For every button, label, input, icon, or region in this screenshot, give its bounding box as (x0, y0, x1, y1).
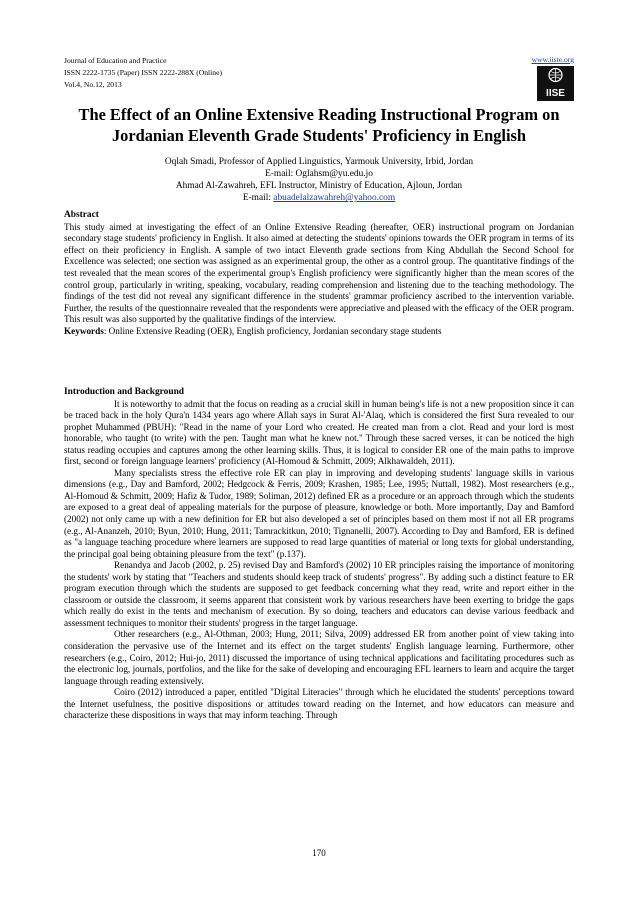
paragraph: Other researchers (e.g., Al-Othman, 2003; Hung, 2011; Silva, 2009) addressed ER from another point of view taking into consideration the pervasive use of the Internet and its effect on the target students' English language learning. Furthermore, other researchers (e.g., Coiro, 2012; Hui-jo, 2011) discussed the importance of using technical applications and facilitating procedures such as the electronic log, journals, portfolios, and the like for the sake of developing and encouraging EFL learners to learn and acquire the target language through reading extensively. (64, 629, 574, 686)
author-1: Oqlah Smadi, Professor of Applied Linguistics, Yarmouk University, Irbid, Jordan (164, 157, 474, 167)
author-2-email-link[interactable]: abuadelalzawahreh@yahoo.com (273, 193, 396, 204)
email-label: E-mail: (242, 193, 274, 204)
author-block (64, 156, 574, 204)
section-heading: Introduction and Background (64, 387, 185, 397)
keywords-label: Keywords (64, 325, 104, 336)
volume-line: Vol.4, No.12, 2013 (64, 80, 122, 89)
abstract-text: This study aimed at investigating the effect of an Online Extensive Reading (hereafter, OER) instructional program on Jordanian secondary stage students' proficiency in English. It also aimed at detecting the students' opinions towards the OER program in terms of its effect on their proficiency in English. A sample of two intact Eleventh grade sections from King Abdullah the Second School for Excellence was selected; one section was assigned as an experimental group, the other as a control group. The quantitative findings of the test revealed that the mean scores of the experimental group's English proficiency were significantly higher than the mean scores of the control group, particularly in writing, speaking, vocabulary, reading comprehension and listening due to the teaching methodology. The findings of the test did not reveal any significant difference in the students' grammar proficiency ascribed to the intervention variable. Further, the results of the questionnaire revealed that the respondents were appreciative and pleased with the efficacy of the OER program. This result was also supported by the qualitative findings of the interview. (64, 221, 574, 325)
issn-line: ISSN 2222-1735 (Paper) ISSN 2222-288X (Online) (64, 68, 222, 77)
paragraph: Coiro (2012) introduced a paper, entitled "Digital Literacies" through which he elucidated the students' perceptions toward the Internet usefulness, the positive dispositions or attitudes toward reading on the Internet, and how educators can measure and characterize these dispositions in ways that may inform teaching. Through (64, 687, 574, 721)
author-2-email-line (64, 192, 574, 204)
paragraph: Renandya and Jacob (2002, p. 25) revised Day and Bamford's (2002) 10 ER principles raising the importance of monitoring the students' work by stating that "Teachers and students should keep track of students' progress". By adding such a distinct feature to ER program execution through which the students are supposed to get feedback concerning what they read, write and report either in the classroom or outside the classroom, it seems apparent that consistent work by various researchers have been exerting to bridge the gaps which really do exist in the tents and mechanism of execution. By so doing, teachers and educators can devise various feedback and assessment techniques to monitor their students' progress in the target language. (64, 560, 574, 628)
paper-title: The Effect of an Online Extensive Reading Instructional Program on Jordanian Eleventh Grade Students' Proficiency in English (78, 105, 560, 145)
running-header (64, 55, 574, 91)
author-1-email: E-mail: Oglahsm@yu.edu.jo (265, 169, 373, 180)
keywords-text: : Online Extensive Reading (OER), English proficiency, Jordanian secondary stage students (103, 325, 442, 336)
keywords-line (64, 326, 574, 338)
introduction-section (64, 387, 574, 722)
abstract-section (64, 210, 574, 338)
journal-name: Journal of Education and Practice (64, 56, 167, 65)
author-2: Ahmad Al-Zawahreh, EFL Instructor, Ministry of Education, Ajloun, Jordan (175, 181, 463, 192)
paragraph: Many specialists stress the effective role ER can play in improving and developing students' language skills in various dimensions (e.g., Day and Bamford, 2002; Hedgcock & Ferris, 2009; Krashen, 1985; Lee, 1995; Nuttall, 1982). Most researchers (e.g., Al-Homoud & Schmitt, 2009; Hafiz & Tudor, 1989; Soliman, 2012) defined ER as a procedure or an approach through which the students are exposed to a great deal of appealing materials for the purpose of pleasure, knowledge or both. More importantly, Day and Bamford (2002) not only came up with a new definition for ER but also developed a set of principles based on them most if not all ER programs (e.g., Al-Ananzeh, 2010; Byun, 2010; Hung, 2011; Tamrackitkun, 2010; Tignanelli, 2007). According to Day and Bamford, ER is defined as "a language teaching procedure where learners are supposed to read large quantities of material or long texts for global understanding, the principal goal being obtaining pleasure from the text" (p.137). (64, 467, 574, 559)
journal-url-link[interactable]: www.iiste.org (531, 55, 574, 64)
iiste-logo (537, 66, 574, 101)
logo-wordmark: IISE (546, 88, 565, 99)
page-number: 170 (312, 848, 326, 858)
paragraph: It is noteworthy to admit that the focus on reading as a crucial skill in human being's life is not a new proposition since it can be traced back in the holy Qura'n 1434 years ago where Allah says in Surat Al-'Alaq, which is considered the first Sura revealed to our prophet Muhammed (PBUH): "Read in the name of your Lord who created. He created man from a clot. Read and your lord is most honorable, who taught (to write) with the pen. Taught man what he knew not." Through these sacred verses, it can be noticed the high status reading occupies and captures among the other learning skills. Thus, it is logical to consider ER one of the main paths to improve first, second or foreign language learners' proficiency (Al-Homoud & Schmitt, 2009; Alkhawaldeh, 2011). (64, 398, 574, 467)
abstract-heading: Abstract (64, 210, 99, 220)
